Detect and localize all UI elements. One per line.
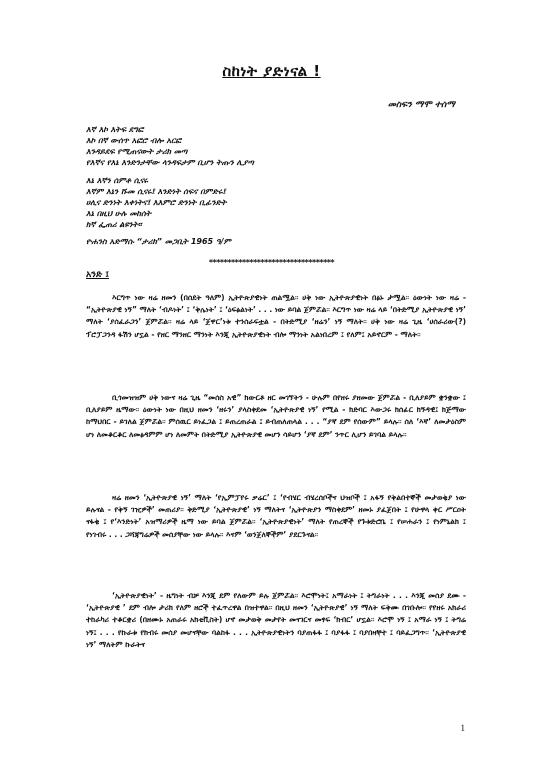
poem-line: የእኛና የእኔ እንድንታቸው ላንዳፍታም ቢሆን ትጡን ሊያጣ — [86, 158, 254, 167]
poem-stanza-1 — [86, 124, 254, 168]
poem-line: እኔ እኛን ሰምቶ ሲናሩ — [86, 176, 148, 185]
separator: ********************************** — [208, 258, 335, 267]
poem-line: ሀሊና ድንነት እቀነትና፤ እእምሮ ድንነት ቢፊንድት — [86, 198, 227, 207]
paragraph: ቢጎመዝዝም ሀቅ ነውና ዛሬ ጊዜ “መሰስ አዊ” ክውርቶ ዘር መገኘትን - ሁሉም በየዘሩ ያዘመው ጀምሯል - ቢለያይም ቋንቋው ፤ ቢለያይም ዜማው። ዕውነት ነው በዚህ ዘመን ‘ዘሩን’ ያላስቀደመ ‘ኢትዮጵያዊ ነኝ’ የሚል - ክድባር እውጋሩ ክሰፊር ክኝዳዊ፤ ክጅማው ከማህበር - ይገለል ጀምሯል። ምሰዉር ይነፈጋል ፤ ይጠረጠራል ፤ ይብጠለጠላል . . . “ያኛ ደም የሰውም” ይላሉ። ሰለ ‘እኛ’ ለመታዕስም ሆነ ለመቆርቆር ለመፅዳምም ሆነ ለመምት በትድሚያ ኢትዮጵያዊ መሆን ሳይሆን ‘ያኛ ደም’ ንጥር ሊሆን ይገባል ይላሉ። — [86, 393, 466, 439]
poem-line: እኮ በኛ ውሰጥ አፎሮ ብሎ አርፎ — [86, 136, 182, 145]
paragraph: ‘ኢትዮጵያዊነት’ - ዜግነት ብቻ እንጂ ደም የለውም ይሉ ጀምሯል። እሮሞነት፤ አማራነት ፤ ትግራነት . . . እንጂ መሰያ ደሙ - ‘ኢትዮጵያዊ ’ ደም ብሎ ታሪክ የለም ዘሮች ተፈጥረዋል በዝተዋል። በዚህ ዘመን ‘ኢትዮጵያዊ’ ነኝ ማለት ፍቅሙ በገቡሎ። የየዘሩ አክራሪ ተከራካሪ ተቆርቋሪ (በዘሙኑ አጠራሩ አክቲቪስት) ሆኖ መታወቅ መታየት መናገርና መፃፍ ‘ክብር’ ሆኗል። እሮሞ ነኝ ፤ አማራ ነኝ ፤ ትግሬ ነኝ፤ . . . የኩራቱ የክብሩ መሰያ መሆናቸው ባልከፋ . . . ኢትዮጵያዊነትን ባያጠፋፋ ፤ ባያፋፋ ፤ ባያበዛቸተ ፤ ባይፈጋግጥ። ‘ኢትዮጵያዊ ነኝ’ ማለትም ኩራትና — [86, 591, 467, 649]
poem-source: ዮሐንስ አድማሱ “ታሪክ” መጋቢት 1965 ዓ/ም — [86, 237, 232, 246]
section-heading: አንድ ፤ — [86, 270, 110, 280]
poem-stanza-2 — [86, 175, 226, 230]
poem-line: እኔ በዚህ ሁሉ መከሰት — [86, 209, 152, 218]
page-number: 1 — [460, 723, 465, 733]
page-title: ስከነት ያድነናል ! — [222, 62, 321, 80]
poem-line: እንዳይደፍ የሚጠናውት ታሪክ መጣ — [86, 147, 188, 156]
poem-line: ክኛ ፌጠሪ ልዩንት። — [86, 220, 142, 229]
paragraph: እርግጥ ነው ዛሬ ዘመን (በሰደት ዓለም) ኢትዮጵያዊነት ጠልሟል። ሀቅ ነው ኢትዮጵያዊነት በፅኑ ታሟል። ዕውነት ነው ዛሬ - “ኢትዮጵያዊ ነኝ” ማለት ‘ብዶነት’ ፤ ‘ቅሌነት’ ፤ ‘ዕፍፅልነት’ . . . ነው ይባል ጀምሯል። እርግጥ ነው ዛሬ ላይ ‘በትድሚያ ኢትዮጵያዊ ነኝ’ ማለት ‘ያሰፈራጋን’ ጀምሯል። ዛሬ ላይ ‘ጀዋር’ነቱ ተንሰራፍቷል - በትድሚያ ‘ዘሬን’ ነኝ ማለት። ሀቅ ነው ዛሬ ጊዜ ‘ሀሰራሪው(?) ፕሮፓጋንዳ ፋሽን ሆኗል - የዘር ማንዘር ማንነት እንጂ ኢትዮጵያዊነት ብሎ ማንነት አልነበረም ፤ የለም፤ አይኖርም - ማለት። — [86, 293, 466, 339]
poem-line: እኛም እኔን ሹመ ሲናሩ፤ እንድነት ሰፍና በምድሩ፤ — [86, 187, 226, 196]
poem-line: እኛ እኮ እትፍ ደግፎ — [86, 125, 144, 134]
author-name: መስፍን ማሞ ተሰማ — [387, 100, 455, 110]
paragraph: ዛሬ ዘመን ‘ኢትዮጵያዊ ነኝ’ ማለት ‘የኢምፓየሩ ቃሬር’ ፤ ‘የብሄር ብሄረሰቦችና ህዝቦች ፤ አፋኝ የቅልበተኞች መታወቂያ ነው ይሉናል - የቅኝ ገዢዎች’ መጠሪያ። ቅድሚያ ‘ኢትዮጵያዊ’ ነኝ ማለትና ‘ኢትዮጵያን ማስቀደም’ ዘመኑ ያፈጀበት ፤ የሁዋላ ቀር ሥርዐት ናፋቂ ፤ የ‘እንድነት’ አዝማሪዎች ዜማ ነው ይባል ጀምሯል። ‘ኢትዮጵያዊነት’ ማለት የጠረኞች የጉቱድሮቤ ፤ የሠሐራን ፤ የነምኒልክ ፤ የነገብሩ . . . ጋሻጃግሬዎች መሰያቸው ነው ይላሉ። እናም ‘ወንጀለኞችም’ ያደርጉናል። — [86, 493, 466, 539]
